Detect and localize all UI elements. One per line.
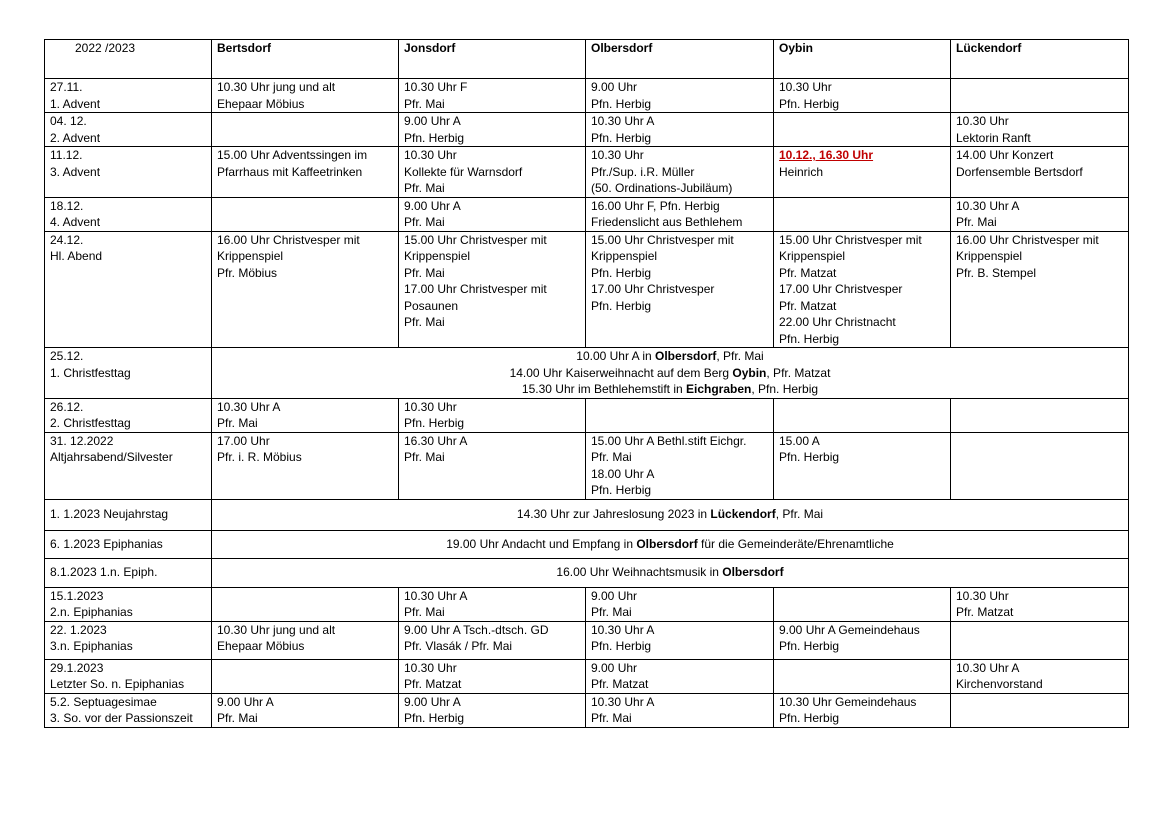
service-cell-jonsdorf [399, 197, 586, 231]
cell-line: 3.n. Epiphanias [50, 639, 133, 653]
service-cell-jonsdorf [399, 587, 586, 621]
cell-line: 10.30 Uhr A [591, 622, 655, 637]
service-cell-lueckendorf [951, 197, 1129, 231]
cell-line: 29.1.2023 [50, 660, 104, 675]
cell-line: 2. Christfesttag [50, 416, 131, 430]
span-text: für die Gemeinderäte/Ehrenamtliche [697, 536, 894, 551]
column-header-olbersdorf: Olbersdorf [586, 40, 774, 79]
service-cell-olbersdorf [586, 147, 774, 198]
cell-line: Pfn. Herbig [779, 711, 840, 725]
combined-service-cell [212, 530, 1129, 558]
cell-line: Pfn. Herbig [591, 483, 652, 497]
cell-line: (50. Ordinations-Jubiläum) [591, 181, 733, 195]
service-cell-lueckendorf [951, 398, 1129, 432]
cell-line: Letzter So. n. Epiphanias [50, 677, 185, 691]
schedule-row [45, 587, 1129, 621]
service-cell-olbersdorf [586, 231, 774, 348]
cell-line: Krippenspiel [591, 249, 658, 263]
service-cell-oybin [774, 432, 951, 499]
service-cell-oybin [774, 197, 951, 231]
cell-line: Pfn. Herbig [779, 96, 840, 111]
schedule-row [45, 659, 1129, 693]
service-cell-bertsdorf [212, 693, 399, 727]
service-cell-oybin [774, 398, 951, 432]
cell-line: Pfr./Sup. i.R. Müller [591, 164, 695, 179]
date-cell [45, 113, 212, 147]
cell-line: 2.n. Epiphanias [50, 605, 133, 619]
service-cell-lueckendorf [951, 621, 1129, 659]
date-cell [45, 530, 212, 558]
cell-line: 10.30 Uhr jung und alt [217, 622, 336, 637]
schedule-row [45, 621, 1129, 659]
cell-line: 10.12., 16.30 Uhr [779, 148, 874, 162]
cell-line: 9.00 Uhr A Gemeindehaus [779, 622, 920, 637]
cell-line: 9.00 Uhr A [404, 198, 461, 213]
span-text: 19.00 Uhr Andacht und Empfang in [446, 536, 637, 551]
cell-line: Pfr. Mai [404, 450, 445, 464]
service-cell-olbersdorf [586, 197, 774, 231]
cell-line: 4. Advent [50, 215, 101, 229]
service-cell-olbersdorf [586, 587, 774, 621]
cell-line: Pfr. Mai [404, 215, 445, 229]
combined-service-cell [212, 499, 1129, 530]
schedule-row [45, 398, 1129, 432]
cell-line: 15.00 Uhr Adventssingen im [217, 148, 368, 162]
span-text: 14.00 Uhr Kaiserweihnacht auf dem Berg [509, 365, 733, 380]
cell-line: 10.30 Uhr Gemeindehaus [779, 694, 917, 709]
cell-line: 9.00 Uhr [591, 80, 638, 94]
cell-line: Krippenspiel [217, 249, 284, 263]
cell-line: 16.00 Uhr Christvesper mit [217, 232, 360, 247]
place-name: Eichgraben [686, 382, 752, 396]
schedule-row [45, 113, 1129, 147]
cell-line: Altjahrsabend/Silvester [50, 450, 173, 464]
service-cell-lueckendorf [951, 79, 1129, 113]
service-cell-jonsdorf [399, 432, 586, 499]
place-name: Olbersdorf [636, 536, 698, 551]
cell-line: Pfn. Herbig [591, 96, 652, 111]
cell-line: Pfarrhaus mit Kaffeetrinken [217, 164, 363, 179]
span-line [217, 506, 1123, 523]
cell-line: 10.30 Uhr [404, 148, 457, 162]
cell-line: 10.30 Uhr [956, 114, 1009, 128]
service-cell-oybin [774, 621, 951, 659]
cell-line: 27.11. [50, 80, 83, 94]
column-header-jonsdorf: Jonsdorf [399, 40, 586, 79]
cell-line: 10.30 Uhr [956, 588, 1009, 603]
span-text: 15.30 Uhr im Bethlehemstift in [521, 382, 686, 396]
cell-line: 10.30 Uhr A [591, 694, 655, 709]
cell-line: 25.12. [50, 349, 84, 363]
cell-line: 6. 1.2023 Epiphanias [50, 536, 163, 551]
service-cell-oybin [774, 79, 951, 113]
cell-line: Pfr. Mai [404, 265, 445, 280]
cell-line: 5.2. Septuagesimae [50, 694, 157, 709]
service-cell-jonsdorf [399, 231, 586, 348]
combined-service-row [45, 499, 1129, 530]
cell-line: Pfr. Mai [404, 315, 445, 329]
service-cell-oybin [774, 147, 951, 198]
cell-line: Pfr. Mai [591, 711, 632, 725]
cell-line: 16.00 Uhr F, Pfn. Herbig [591, 198, 720, 213]
cell-line: 1. 1.2023 Neujahrstag [50, 507, 169, 522]
cell-line: Heinrich [779, 164, 824, 179]
cell-line: 3. So. vor der Passionszeit [50, 711, 193, 725]
place-name: Olbersdorf [722, 565, 784, 580]
cell-line: Pfr. Möbius [217, 265, 278, 280]
service-cell-oybin [774, 659, 951, 693]
span-text: , Pfr. Mai [716, 349, 764, 363]
schedule-row [45, 693, 1129, 727]
cell-line: 9.00 Uhr [591, 588, 638, 603]
cell-line: Pfn. Herbig [404, 711, 465, 725]
cell-line: Pfr. Matzat [591, 677, 649, 691]
schedule-row [45, 147, 1129, 198]
cell-line: 17.00 Uhr Christvesper [591, 282, 715, 296]
cell-line: Krippenspiel [956, 249, 1023, 263]
span-line [217, 348, 1123, 365]
date-cell [45, 621, 212, 659]
date-cell [45, 693, 212, 727]
cell-line: Pfr. Mai [217, 711, 258, 725]
cell-line: Pfn. Herbig [779, 331, 840, 346]
cell-line: 1. Christfesttag [50, 365, 131, 380]
service-cell-lueckendorf [951, 659, 1129, 693]
service-cell-bertsdorf [212, 398, 399, 432]
year-header: 2022 /2023 [45, 40, 212, 79]
cell-line: 11.12. [50, 148, 83, 162]
cell-line: Pfr. Vlasák / Pfr. Mai [404, 639, 513, 653]
date-cell [45, 587, 212, 621]
service-cell-lueckendorf [951, 432, 1129, 499]
service-cell-bertsdorf [212, 587, 399, 621]
date-cell [45, 558, 212, 587]
cell-line: 17.00 Uhr Christvesper mit [404, 282, 547, 296]
cell-line: 16.00 Uhr Christvesper mit [956, 232, 1099, 247]
cell-line: 10.30 Uhr F [404, 80, 468, 94]
cell-line: 10.30 Uhr [779, 80, 832, 94]
schedule-row [45, 197, 1129, 231]
cell-line: 15.00 Uhr A Bethl.stift Eichgr. [591, 433, 747, 448]
cell-line: 22.00 Uhr Christnacht [779, 315, 896, 329]
combined-service-cell [212, 348, 1129, 399]
service-cell-oybin [774, 693, 951, 727]
cell-line: Kirchenvorstand [956, 677, 1043, 691]
service-cell-jonsdorf [399, 659, 586, 693]
cell-line: 17.00 Uhr [217, 433, 270, 448]
cell-line: Lektorin Ranft [956, 130, 1031, 145]
schedule-row [45, 79, 1129, 113]
cell-line: Pfr. B. Stempel [956, 265, 1037, 280]
cell-line: 2. Advent [50, 130, 101, 145]
date-cell [45, 348, 212, 399]
cell-line: 10.30 Uhr [591, 148, 644, 162]
service-cell-jonsdorf [399, 398, 586, 432]
combined-service-row [45, 530, 1129, 558]
span-text: , Pfr. Mai [775, 507, 824, 522]
header-row [45, 40, 1129, 79]
date-cell [45, 499, 212, 530]
column-header-bertsdorf: Bertsdorf [212, 40, 399, 79]
cell-line: Krippenspiel [404, 249, 471, 263]
cell-line: 18.00 Uhr A [591, 466, 655, 481]
cell-line: Pfn. Herbig [591, 298, 652, 313]
cell-line: Krippenspiel [779, 249, 846, 263]
cell-line: 9.00 Uhr [591, 660, 638, 675]
date-cell [45, 147, 212, 198]
cell-line: 31. 12.2022 [50, 433, 114, 448]
cell-line: Pfr. Mai [404, 96, 445, 111]
cell-line: Friedenslicht aus Bethlehem [591, 215, 743, 229]
schedule-document [44, 39, 1129, 728]
column-header-oybin: Oybin [774, 40, 951, 79]
service-schedule-table [44, 39, 1129, 728]
cell-line: 15.00 A [779, 433, 820, 448]
service-cell-lueckendorf [951, 693, 1129, 727]
cell-line: Ehepaar Möbius [217, 639, 305, 653]
cell-line: Pfr. Mai [591, 605, 632, 619]
service-cell-lueckendorf [951, 113, 1129, 147]
service-cell-olbersdorf [586, 621, 774, 659]
place-name: Lückendorf [710, 507, 776, 522]
cell-line: 3. Advent [50, 164, 101, 179]
cell-line: 18.12. [50, 198, 84, 213]
cell-line: Pfn. Herbig [779, 639, 840, 653]
date-cell [45, 432, 212, 499]
cell-line: 22. 1.2023 [50, 622, 107, 637]
cell-line: 04. 12. [50, 114, 87, 128]
cell-line: 24.12. [50, 232, 84, 247]
service-cell-lueckendorf [951, 147, 1129, 198]
cell-line: Pfr. Mai [404, 605, 445, 619]
cell-line: 9.00 Uhr A [404, 114, 461, 128]
service-cell-lueckendorf [951, 231, 1129, 348]
service-cell-bertsdorf [212, 147, 399, 198]
span-line [217, 536, 1123, 553]
service-cell-bertsdorf [212, 79, 399, 113]
cell-line: Pfr. Matzat [779, 298, 837, 313]
service-cell-jonsdorf [399, 621, 586, 659]
cell-line: 10.30 Uhr A [956, 660, 1020, 675]
cell-line: 1. Advent [50, 96, 101, 111]
service-cell-jonsdorf [399, 79, 586, 113]
service-cell-bertsdorf [212, 197, 399, 231]
service-cell-olbersdorf [586, 432, 774, 499]
cell-line: Pfn. Herbig [591, 130, 652, 145]
cell-line: 10.30 Uhr [404, 660, 457, 675]
date-cell [45, 231, 212, 348]
cell-line: Pfn. Herbig [779, 450, 840, 464]
combined-service-cell [212, 558, 1129, 587]
cell-line: 15.00 Uhr Christvesper mit [779, 232, 922, 247]
service-cell-olbersdorf [586, 113, 774, 147]
column-header-lueckendorf: Lückendorf [951, 40, 1129, 79]
cell-line: 15.1.2023 [50, 588, 104, 603]
cell-line: Dorfensemble Bertsdorf [956, 164, 1083, 179]
cell-line: Hl. Abend [50, 249, 103, 263]
cell-line: Pfr. Mai [956, 215, 997, 229]
service-cell-bertsdorf [212, 432, 399, 499]
cell-line: 10.30 Uhr A [404, 588, 468, 603]
cell-line: 10.30 Uhr [404, 399, 457, 414]
cell-line: Pfr. i. R. Möbius [217, 450, 302, 464]
cell-line: 10.30 Uhr A [956, 198, 1020, 213]
date-cell [45, 398, 212, 432]
cell-line: 9.00 Uhr A [217, 694, 274, 709]
cell-line: 8.1.2023 1.n. Epiph. [50, 565, 158, 580]
date-cell [45, 659, 212, 693]
service-cell-bertsdorf [212, 113, 399, 147]
service-cell-jonsdorf [399, 693, 586, 727]
span-text: 10.00 Uhr A in [576, 349, 656, 363]
service-cell-oybin [774, 587, 951, 621]
service-cell-lueckendorf [951, 587, 1129, 621]
cell-line: Pfn. Herbig [591, 639, 652, 653]
place-name: Olbersdorf [655, 349, 717, 363]
cell-line: Pfn. Herbig [591, 265, 652, 280]
span-line [217, 564, 1123, 581]
span-line [217, 365, 1123, 382]
cell-line: Pfr. Matzat [956, 605, 1014, 619]
span-line [217, 381, 1123, 398]
cell-line: Pfr. Matzat [779, 265, 837, 280]
cell-line: 9.00 Uhr A Tsch.-dtsch. GD [404, 622, 549, 637]
service-cell-bertsdorf [212, 621, 399, 659]
cell-line: 17.00 Uhr Christvesper [779, 282, 903, 296]
service-cell-olbersdorf [586, 79, 774, 113]
date-cell [45, 197, 212, 231]
cell-line: 15.00 Uhr Christvesper mit [404, 232, 547, 247]
span-text: , Pfr. Matzat [766, 365, 831, 380]
date-cell [45, 79, 212, 113]
cell-line: 14.00 Uhr Konzert [956, 148, 1054, 162]
cell-line: Pfr. Matzat [404, 677, 462, 691]
service-cell-bertsdorf [212, 231, 399, 348]
cell-line: 16.30 Uhr A [404, 433, 468, 448]
cell-line: Kollekte für Warnsdorf [404, 164, 523, 179]
cell-line: 9.00 Uhr A [404, 694, 461, 709]
cell-line: Pfr. Mai [404, 181, 445, 195]
cell-line: Pfr. Mai [217, 416, 258, 430]
place-name: Oybin [732, 365, 767, 380]
cell-line: 10.30 Uhr A [217, 399, 281, 414]
combined-service-row [45, 558, 1129, 587]
cell-line: 10.30 Uhr jung und alt [217, 80, 336, 94]
service-cell-olbersdorf [586, 693, 774, 727]
schedule-row [45, 231, 1129, 348]
service-cell-bertsdorf [212, 659, 399, 693]
service-cell-oybin [774, 113, 951, 147]
schedule-row [45, 432, 1129, 499]
span-text: , Pfn. Herbig [751, 382, 819, 396]
span-text: 16.00 Uhr Weihnachtsmusik in [556, 565, 723, 580]
cell-line: Posaunen [404, 298, 459, 313]
cell-line: 15.00 Uhr Christvesper mit [591, 232, 734, 247]
cell-line: 26.12. [50, 399, 84, 414]
service-cell-olbersdorf [586, 659, 774, 693]
cell-line: 10.30 Uhr A [591, 114, 655, 128]
service-cell-jonsdorf [399, 147, 586, 198]
span-text: 14.30 Uhr zur Jahreslosung 2023 in [516, 507, 711, 522]
cell-line: Ehepaar Möbius [217, 96, 305, 111]
cell-line: Pfn. Herbig [404, 130, 465, 145]
cell-line: Pfn. Herbig [404, 416, 465, 430]
cell-line: Pfr. Mai [591, 450, 632, 464]
service-cell-olbersdorf [586, 398, 774, 432]
combined-service-row [45, 348, 1129, 399]
service-cell-jonsdorf [399, 113, 586, 147]
service-cell-oybin [774, 231, 951, 348]
